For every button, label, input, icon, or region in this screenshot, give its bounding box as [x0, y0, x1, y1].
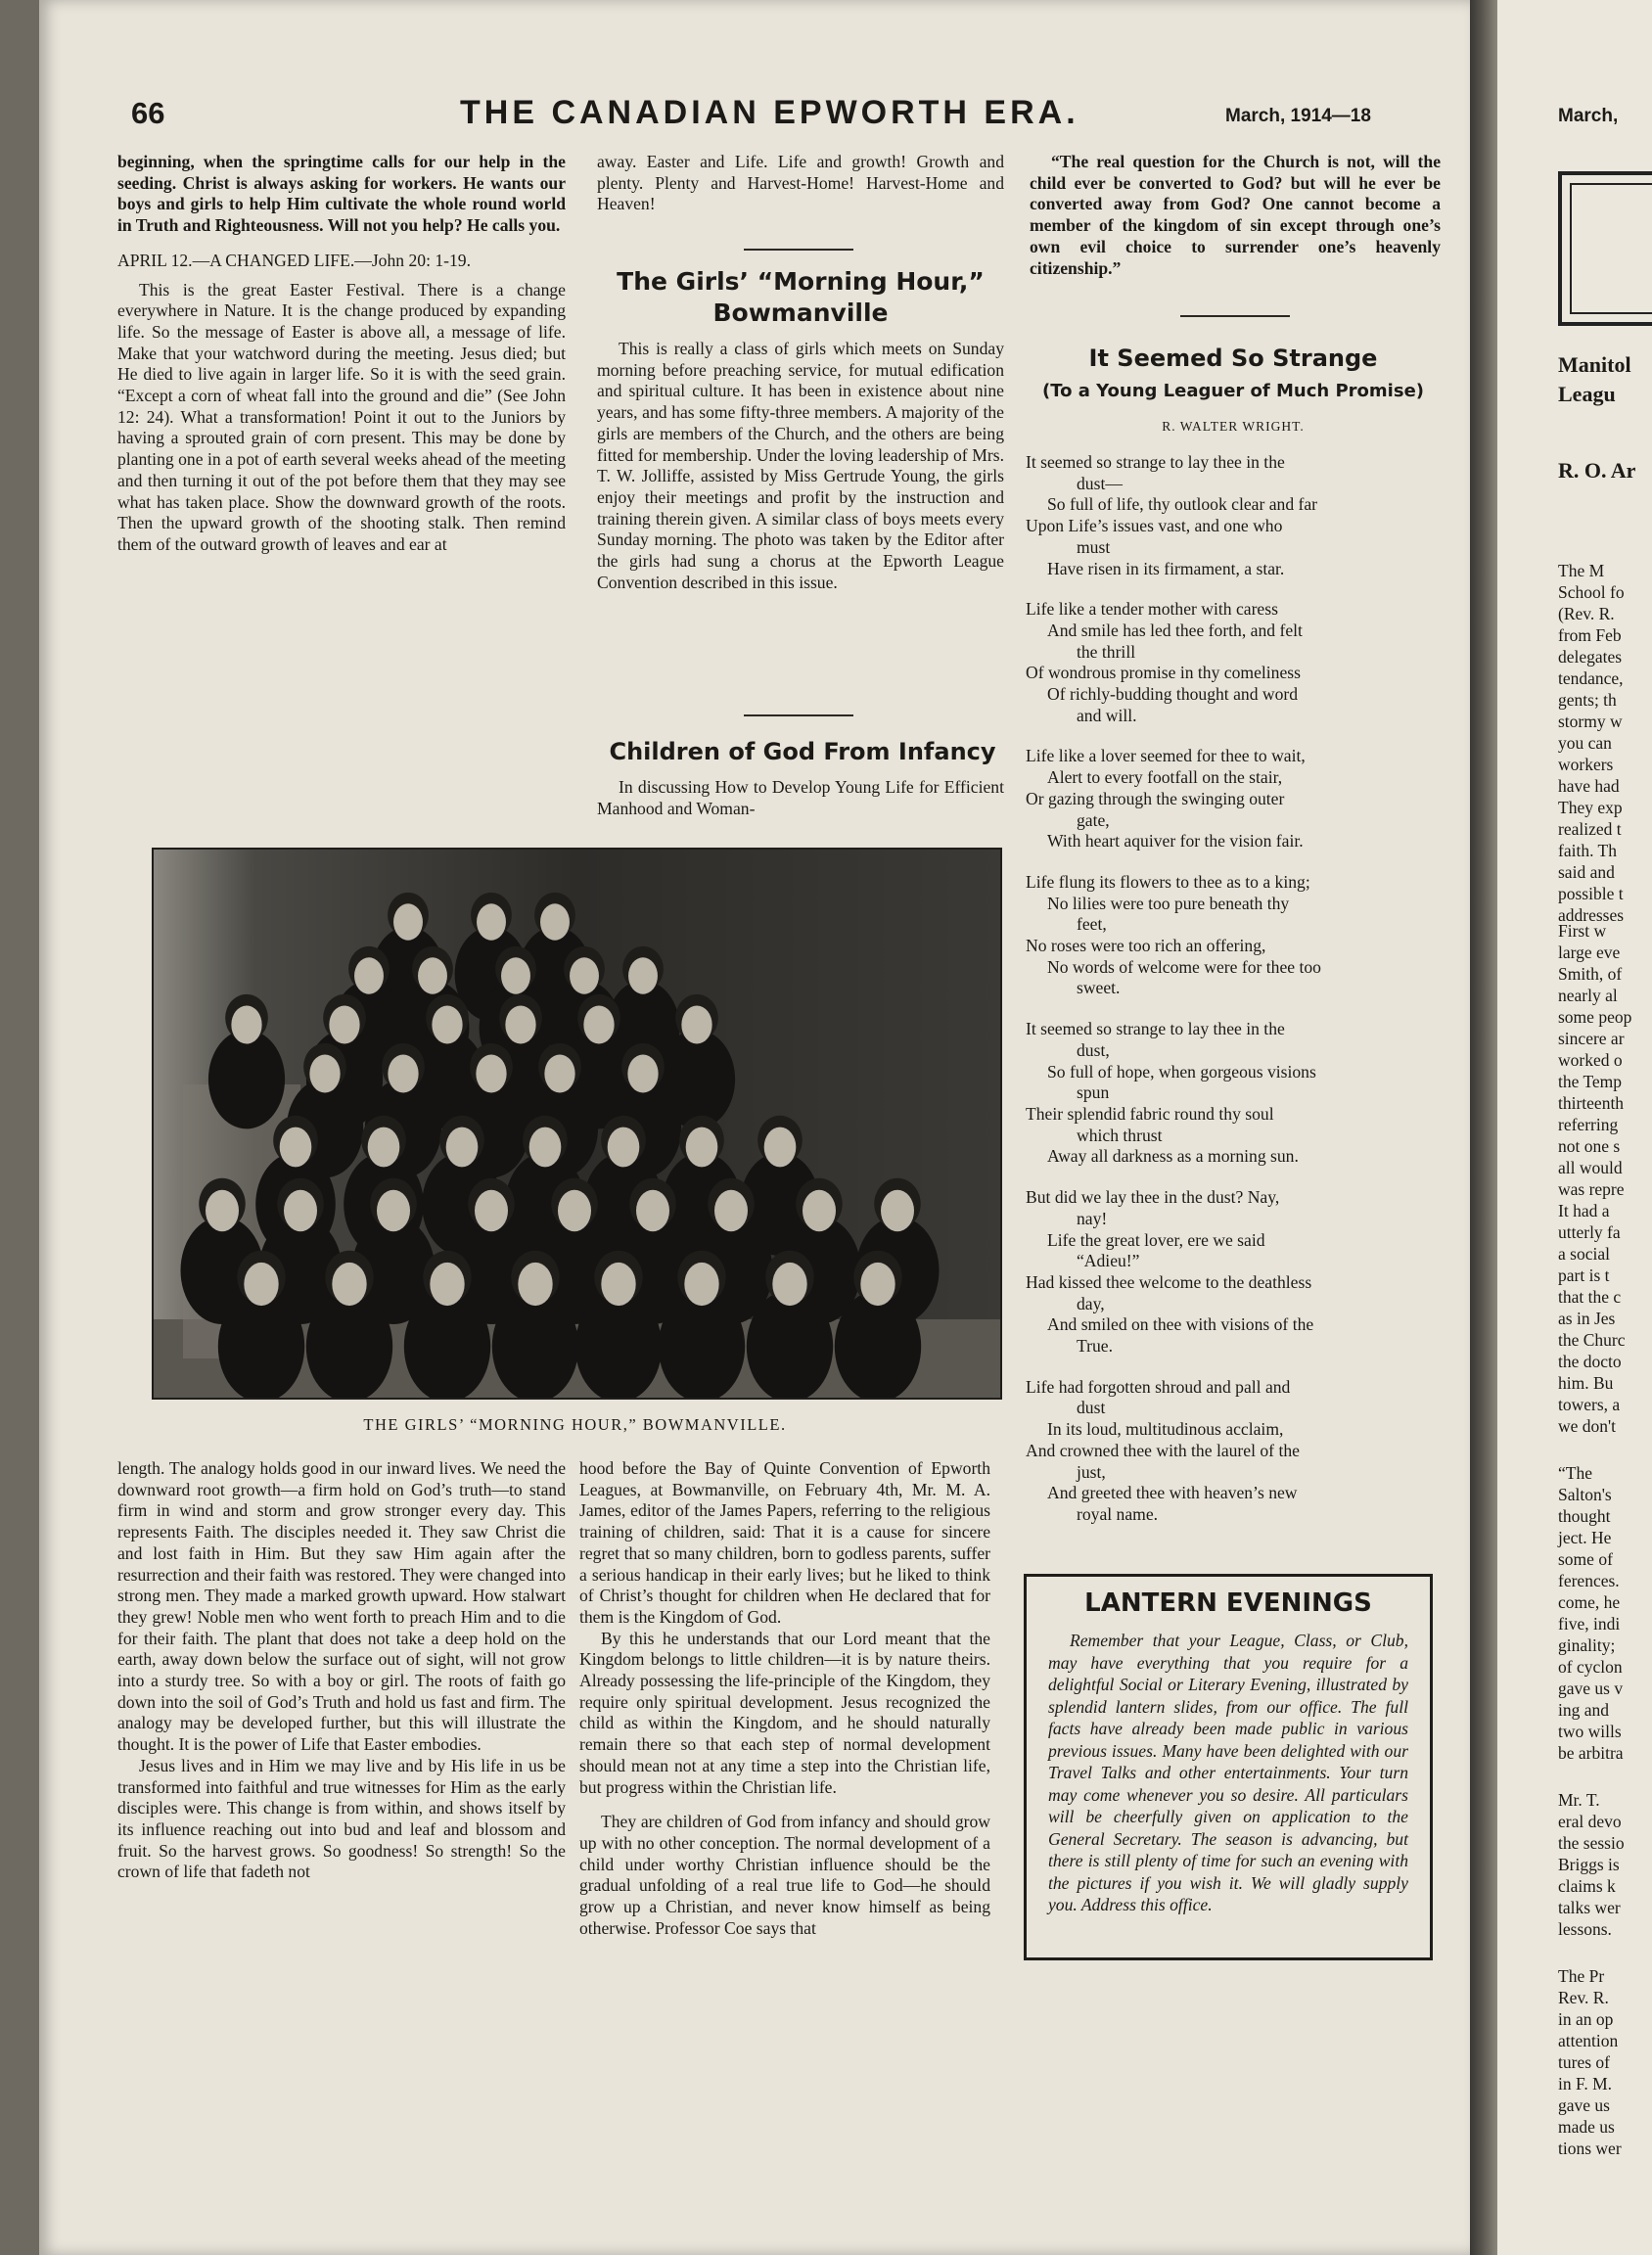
poem-line: With heart aquiver for the vision fair.: [1047, 831, 1304, 851]
lantern-evenings-box: [1024, 1574, 1433, 1960]
poem-line: And smile has led thee forth, and felt: [1047, 620, 1303, 640]
adjacent-page-line: be arbitra: [1558, 1743, 1624, 1763]
girls-article-body: [597, 339, 1004, 593]
poem-line: And crowned thee with the laurel of the: [1026, 1440, 1300, 1460]
adjacent-page-line: delegates: [1558, 647, 1623, 667]
poem-stanza: [1026, 746, 1437, 852]
poem-line: But did we lay thee in the dust? Nay,: [1026, 1187, 1280, 1208]
adjacent-page-line: faith. Th: [1558, 841, 1617, 860]
adjacent-page-line: was repre: [1558, 1179, 1625, 1199]
poem-body: [1026, 452, 1437, 1545]
column-1-bottom: [117, 1458, 566, 1883]
paragraph: hood before the Bay of Quinte Convention of Epworth Leagues, at Bowmanville, on February 4th, Mr. M. A. James, editor of the James Papers, referring to the religious training of children, said: That it is a cause for sincere regret that so many children, born to godless parents, suffer a serious handicap in their early lives; but he liked to think of Christ’s thought for children when He declared that for them is the Kingdom of God.: [579, 1458, 990, 1627]
adjacent-page-line: stormy w: [1558, 712, 1623, 731]
poem-line: Life had forgotten shroud and pall and: [1026, 1376, 1291, 1397]
adjacent-page-line: claims k: [1558, 1876, 1616, 1896]
poem-line: must: [1077, 536, 1111, 557]
column-2-top: [597, 152, 1004, 215]
adjacent-page-line: Smith, of: [1558, 964, 1623, 984]
poem-line: So full of hope, when gorgeous visions: [1047, 1061, 1316, 1081]
poem-line: Had kissed thee welcome to the deathless: [1026, 1271, 1312, 1292]
paragraph: By this he understands that our Lord meant that the Kingdom belongs to little children—it is by nature theirs. Already possessing the life-principle of the Kingdom, they require only spiritual development. Jesus recognized the child as within the Kingdom, and he should naturally remain there so that each step of normal development should mean not at any time a step into the Christian life, but progress within the Christian life.: [579, 1628, 990, 1797]
poem-stanza: [1026, 1019, 1437, 1168]
adjacent-page-line: possible t: [1558, 884, 1624, 903]
poem-line: dust—: [1077, 473, 1123, 493]
poem-line: It seemed so strange to lay thee in the: [1026, 452, 1285, 472]
adjacent-page-line: large eve: [1558, 943, 1621, 962]
magazine-page: [39, 0, 1470, 2255]
poem-subtitle: (To a Young Leaguer of Much Promise): [1041, 381, 1424, 401]
issue-date: March, 1914—18: [1225, 106, 1371, 126]
adjacent-page-line: towers, a: [1558, 1395, 1621, 1414]
page-number: 66: [131, 96, 165, 130]
children-of-god-heading: Children of God From Infancy: [609, 738, 996, 765]
poem-line: just,: [1077, 1461, 1106, 1482]
poem-line: sweet.: [1077, 978, 1121, 998]
adjacent-page-line: gents; th: [1558, 690, 1617, 710]
adjacent-page-line: gave us v: [1558, 1679, 1624, 1698]
poem-stanza: [1026, 1187, 1437, 1358]
paragraph: They are children of God from infancy and should grow up with no other conception. The normal development of a child under worthy Christian influence should be the gradual unfolding of a real true life to God—he should grow up a Christian, and never know himself as being otherwise. Professor Coe says that: [579, 1812, 990, 1938]
poem-line: feet,: [1077, 914, 1107, 935]
group-photo: [152, 848, 1002, 1400]
adjacent-page-line: tions wer: [1558, 2139, 1622, 2158]
adjacent-page-box: [1558, 171, 1652, 326]
adjacent-page-line: in F. M.: [1558, 2074, 1613, 2094]
divider: [744, 249, 853, 251]
poem-line: Life flung its flowers to thee as to a king;: [1026, 871, 1310, 892]
adjacent-page-line: “The: [1558, 1463, 1592, 1483]
adjacent-page-line: utterly fa: [1558, 1222, 1621, 1242]
adjacent-page-line: The Pr: [1558, 1966, 1605, 1986]
adjacent-page-line: the sessio: [1558, 1833, 1625, 1853]
adjacent-page-line: realized t: [1558, 819, 1622, 839]
poem-line: No roses were too rich an offering,: [1026, 936, 1266, 956]
adjacent-page-line: not one s: [1558, 1136, 1621, 1156]
divider: [1180, 315, 1290, 317]
poem-line: No words of welcome were for thee too: [1047, 956, 1321, 977]
adjacent-page-line: a social: [1558, 1244, 1610, 1264]
adjacent-page-line: tures of: [1558, 2052, 1610, 2072]
adjacent-page-line: some peop: [1558, 1007, 1632, 1027]
adjacent-page-line: Mr. T.: [1558, 1790, 1600, 1810]
paragraph: length. The analogy holds good in our inward lives. We need the downward root growth—a firm hold on God’s truth—to stand firm in wind and storm and grow stronger every day. This represents Faith. The disciples needed it. They saw Christ die and lost faith in Him. But they saw Him again after the resurrection and their faith was restored. They were changed into strong men. They made a marked growth upward. How stalwart they grew! Noble men who went forth to preach Him and to die for their faith. The plant that does not take a deep hold on the earth, away down below the surface out of sight, will not grow into a sturdy tree. So with a boy or girl. The roots of faith go down into the soil of God’s Truth and hold us fast and firm. The analogy may be developed further, but this will illustrate the thought. It is the power of Life that Easter embodies.: [117, 1458, 566, 1755]
adjacent-page-line: eral devo: [1558, 1812, 1622, 1831]
column-3-top: [1030, 152, 1441, 279]
poem-line: day,: [1077, 1293, 1105, 1313]
adjacent-page-line: Leagu: [1558, 382, 1616, 406]
adjacent-page-line: the docto: [1558, 1352, 1622, 1371]
adjacent-page-line: workers: [1558, 755, 1614, 774]
adjacent-page-line: the Churc: [1558, 1330, 1626, 1350]
poem-line: dust,: [1077, 1039, 1110, 1060]
adjacent-page-line: of cyclon: [1558, 1657, 1623, 1677]
poem-line: So full of life, thy outlook clear and far: [1047, 494, 1318, 515]
adjacent-page-line: School fo: [1558, 582, 1625, 602]
poem-line: Their splendid fabric round thy soul: [1026, 1103, 1274, 1124]
adjacent-page-line: you can: [1558, 733, 1612, 753]
adjacent-page-line: five, indi: [1558, 1614, 1621, 1634]
paragraph: This is the great Easter Festival. There is a change everywhere in Nature. It is the change produced by expanding life. So the message of Easter is above all, a message of life. Make that your watchword during the meeting. Jesus died; but He died to live again in larger life. So it is with the seed grain. “Except a corn of wheat fall into the ground and die” (See John 12: 24). What a transformation! Point it out to the Juniors by having a sprouted grain of corn present. This may be done by planting one in a pot of earth several weeks ahead of the meeting and then turning it out of the pot before them that they may see what has taken place. Show the downward growth of the roots. Then the upward growth of the shooting stalk. Then remind them of the outward growth of leaves and ear at: [117, 279, 566, 554]
adjacent-page-line: Briggs is: [1558, 1855, 1620, 1874]
adjacent-page-line: Manitol: [1558, 352, 1631, 377]
poem-line: And greeted thee with heaven’s new: [1047, 1483, 1298, 1503]
poem-line: dust: [1077, 1398, 1106, 1418]
poem-line: “Adieu!”: [1077, 1251, 1140, 1271]
adjacent-page-line: tendance,: [1558, 668, 1624, 688]
adjacent-page-line: The M: [1558, 561, 1605, 580]
poem-stanza: [1026, 1377, 1437, 1526]
paragraph: Jesus lives and in Him we may live and by His life in us be transformed into faithful and true witnesses for Him as the early disciples were. This change is from within, and shows itself by its influence reaching out into bud and leaf and blossom and fruit. So the harvest grows. So goodness! So strength! So the crown of life that fadeth not: [117, 1755, 566, 1882]
adjacent-page-line: ginality;: [1558, 1635, 1616, 1655]
poem-line: and will.: [1077, 705, 1137, 725]
adjacent-page-line: said and: [1558, 862, 1615, 882]
adjacent-page-line: R. O. Ar: [1558, 458, 1636, 483]
adjacent-page-line: attention: [1558, 2031, 1619, 2050]
adjacent-page-line: have had: [1558, 776, 1620, 796]
photo-caption: THE GIRLS’ “MORNING HOUR,” BOWMANVILLE.: [363, 1415, 787, 1434]
poem-line: which thrust: [1077, 1125, 1163, 1145]
adjacent-page-line: nearly al: [1558, 986, 1618, 1005]
adjacent-page-line: some of: [1558, 1549, 1613, 1569]
adjacent-page-line: gave us: [1558, 2095, 1610, 2115]
poem-stanza: [1026, 599, 1437, 726]
lantern-evenings-text: Remember that your League, Class, or Club, may have everything that you require for a delightful Social or Literary Evening, illustrated by splendid lantern slides, from our office. The full facts have already been made public in various previous issues. Many have been delighted with our Travel Talks and other entertainments. Your turn may come whenever you so desire. All particulars will be cheerfully given on application to the General Secretary. The season is advancing, but there is still plenty of time for such an evening with the pictures if you wish it. We will gladly supply you. Address this office.: [1048, 1631, 1408, 1914]
adjacent-page-line: lessons.: [1558, 1919, 1612, 1939]
adjacent-page-line: all would: [1558, 1158, 1623, 1177]
adjacent-page-line: talks wer: [1558, 1898, 1621, 1917]
adjacent-page-line: sincere ar: [1558, 1029, 1625, 1048]
poem-line: Upon Life’s issues vast, and one who: [1026, 516, 1283, 536]
poem-title: It Seemed So Strange: [1088, 345, 1378, 372]
girls-morning-hour-heading: The Girls’ “Morning Hour,” Bowmanville: [617, 267, 985, 327]
column-1-top: [117, 152, 566, 556]
lantern-evenings-title: LANTERN EVENINGS: [1084, 1588, 1372, 1618]
divider: [744, 714, 853, 716]
adjacent-page-line: part is t: [1558, 1266, 1610, 1285]
group-photo-image: [154, 850, 1000, 1398]
poem-stanza: [1026, 452, 1437, 579]
poem-line: the thrill: [1077, 641, 1136, 662]
children-article-intro: [597, 777, 1004, 819]
book-gutter: [1470, 0, 1497, 2255]
column-2-bottom: [579, 1458, 990, 1939]
poem-line: True.: [1077, 1336, 1113, 1357]
poem-line: And smiled on thee with visions of the: [1047, 1314, 1314, 1335]
adjacent-page-line: Salton's: [1558, 1485, 1612, 1504]
quotation: “The real question for the Church is not, will the child ever be converted to God? but will he ever be converted away from God? One cannot become a member of the kingdom of sin except through one’s own evil choice to surrender one’s heavenly citizenship.”: [1030, 152, 1441, 278]
poem-line: gate,: [1077, 809, 1110, 830]
poem-line: Have risen in its firmament, a star.: [1047, 558, 1285, 578]
poem-line: spun: [1077, 1082, 1110, 1103]
adjacent-page-line: we don't: [1558, 1416, 1617, 1436]
adjacent-page-line: ferences.: [1558, 1571, 1620, 1590]
poem-line: nay!: [1077, 1208, 1108, 1228]
adjacent-page-header: March,: [1558, 106, 1619, 126]
adjacent-page-line: thought: [1558, 1506, 1611, 1526]
paragraph: away. Easter and Life. Life and growth! Growth and plenty. Plenty and Harvest-Home! Harvest-Home and Heaven!: [597, 152, 1004, 214]
adjacent-page-line: two wills: [1558, 1722, 1622, 1741]
adjacent-page-line: as in Jes: [1558, 1309, 1616, 1328]
adjacent-page-line: They exp: [1558, 798, 1623, 817]
poem-line: It seemed so strange to lay thee in the: [1026, 1019, 1285, 1039]
adjacent-page-line: Rev. R.: [1558, 1988, 1609, 2007]
adjacent-page-line: referring: [1558, 1115, 1619, 1134]
poem-line: Life like a tender mother with caress: [1026, 599, 1278, 620]
poem-line: No lilies were too pure beneath thy: [1047, 893, 1290, 913]
adjacent-page-line: in an op: [1558, 2009, 1614, 2029]
adjacent-page-line: First w: [1558, 921, 1607, 941]
poem-line: royal name.: [1077, 1503, 1159, 1524]
adjacent-page-line: addresses: [1558, 905, 1625, 925]
paragraph: In discussing How to Develop Young Life for Efficient Manhood and Woman-: [597, 777, 1004, 818]
poem-line: Away all darkness as a morning sun.: [1047, 1146, 1299, 1167]
adjacent-page-line: made us: [1558, 2117, 1615, 2137]
adjacent-page-line: the Temp: [1558, 1072, 1623, 1091]
poem-author: R. WALTER WRIGHT.: [1162, 419, 1305, 434]
adjacent-page-line: (Rev. R.: [1558, 604, 1615, 623]
paragraph: beginning, when the springtime calls for our help in the seeding. Christ is always asking for workers. He wants our boys and girls to help Him cultivate the whole round world in Truth and Righteousness. Will not you help? He calls you.: [117, 152, 566, 236]
adjacent-page: [1497, 0, 1652, 2255]
poem-stanza: [1026, 872, 1437, 999]
adjacent-page-line: that the c: [1558, 1287, 1622, 1307]
adjacent-page-line: from Feb: [1558, 625, 1622, 645]
adjacent-page-line: ing and: [1558, 1700, 1610, 1720]
adjacent-page-line: him. Bu: [1558, 1373, 1614, 1393]
poem-line: Of wondrous promise in thy comeliness: [1026, 663, 1301, 683]
poem-line: Life like a lover seemed for thee to wait,: [1026, 746, 1306, 766]
poem-line: Or gazing through the swinging outer: [1026, 788, 1285, 808]
adjacent-page-line: ject. He: [1558, 1528, 1612, 1547]
adjacent-page-line: worked o: [1558, 1050, 1623, 1070]
lesson-subheading: APRIL 12.—A CHANGED LIFE.—John 20: 1-19.: [117, 250, 471, 270]
poem-line: Of richly-budding thought and word: [1047, 684, 1299, 705]
adjacent-page-line: come, he: [1558, 1592, 1621, 1612]
adjacent-page-line: thirteenth: [1558, 1093, 1625, 1113]
masthead-title: THE CANADIAN EPWORTH ERA.: [460, 94, 1079, 131]
poem-line: Alert to every footfall on the stair,: [1047, 767, 1283, 788]
poem-line: Life the great lover, ere we said: [1047, 1229, 1265, 1250]
paragraph: This is really a class of girls which meets on Sunday morning before preaching service, for mutual edification and spiritual culture. It has been in existence about nine years, and has some fifty-three members. A majority of the girls are members of the Church, and the others are being fitted for membership. Under the loving leadership of Mrs. T. W. Jolliffe, assisted by Miss Gertrude Young, the girls enjoy their meetings and profit by the instruction and training therein given. A similar class of boys meets every Sunday morning. The photo was taken by the Editor after the girls had sung a chorus at the Epworth League Convention described in this issue.: [597, 339, 1004, 592]
adjacent-page-line: It had a: [1558, 1201, 1610, 1220]
poem-line: In its loud, multitudinous acclaim,: [1047, 1419, 1284, 1440]
